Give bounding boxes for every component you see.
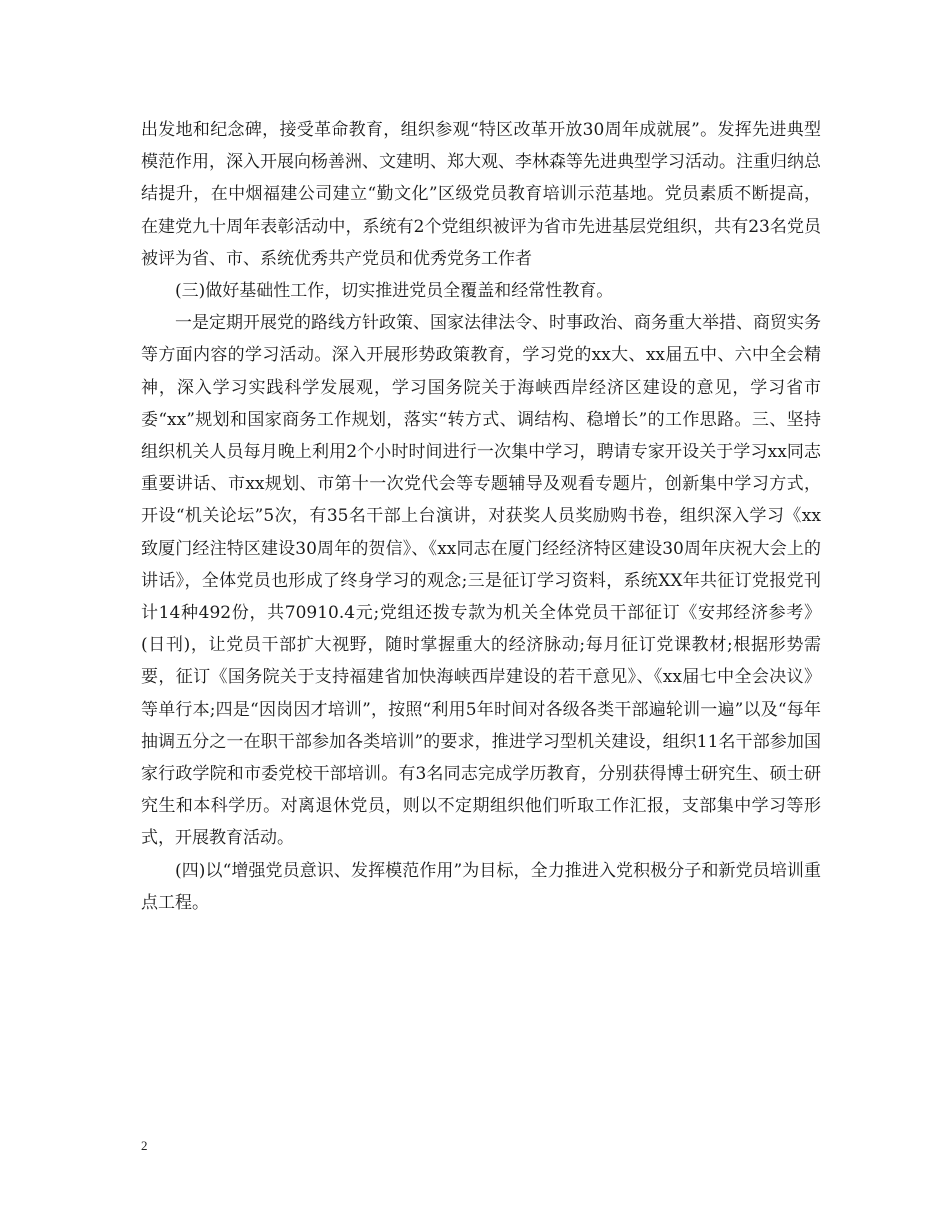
- paragraph-continuation: 出发地和纪念碑，接受革命教育，组织参观“特区改革开放30周年成就展”。发挥先进典型模范作用，深入开展向杨善洲、文建明、郑大观、李林森等先进典型学习活动。注重归纳总结提升，在中烟福建公司建立“勤文化”区级党员教育培训示范基地。党员素质不断提高，在建党九十周年表彰活动中，系统有2个党组织被评为省市先进基层党组织，共有23名党员被评为省、市、系统优秀共产党员和优秀党务工作者: [141, 120, 821, 269]
- page-number: 2: [141, 1138, 148, 1153]
- paragraph-study-activities: 一是定期开展党的路线方针政策、国家法律法令、时事政治、商务重大举措、商贸实务等方面内容的学习活动。深入开展形势政策教育，学习党的xx大、xx届五中、六中全会精神，深入学习实践科学发展观，学习国务院关于海峡西岸经济区建设的意见，学习省市委“xx”规划和国家商务工作规划，落实“转方式、调结构、稳增长”的工作思路。三、坚持组织机关人员每月晚上利用2个小时时间进行一次集中学习，聘请专家开设关于学习xx同志重要讲话、市xx规划、市第十一次党代会等专题辅导及观看专题片，创新集中学习方式，开设“机关论坛”5次，有35名干部上台演讲，对获奖人员奖励购书卷，组织深入学习《xx致厦门经注特区建设30周年的贺信》、《xx同志在厦门经经济特区建设30周年庆祝大会上的讲话》，全体党员也形成了终身学习的观念;三是征订学习资料，系统XX年共征订党报党刊计14种492份，共70910.4元;党组还拨专款为机关全体党员干部征订《安邦经济参考》(日刊)，让党员干部扩大视野，随时掌握重大的经济脉动;每月征订党课教材;根据形势需要，征订《国务院关于支持福建省加快海峡西岸建设的若干意见》、《xx届七中全会决议》等单行本;四是“因岗因才培训”，按照“利用5年时间对各级各类干部遍轮训一遍”以及“每年抽调五分之一在职干部参加各类培训”的要求，推进学习型机关建设，组织11名干部参加国家行政学院和市委党校干部培训。有3名同志完成学历教育，分别获得博士研究生、硕士研究生和本科学历。对离退休党员，则以不定期组织他们听取工作汇报，支部集中学习等形式，开展教育活动。: [141, 313, 821, 849]
- section-heading-four: (四)以“增强党员意识、发挥模范作用”为目标，全力推进入党积极分子和新党员培训重点工程。: [141, 860, 821, 913]
- document-body: [141, 114, 821, 919]
- section-heading-three: (三)做好基础性工作，切实推进党员全覆盖和经常性教育。: [175, 281, 614, 302]
